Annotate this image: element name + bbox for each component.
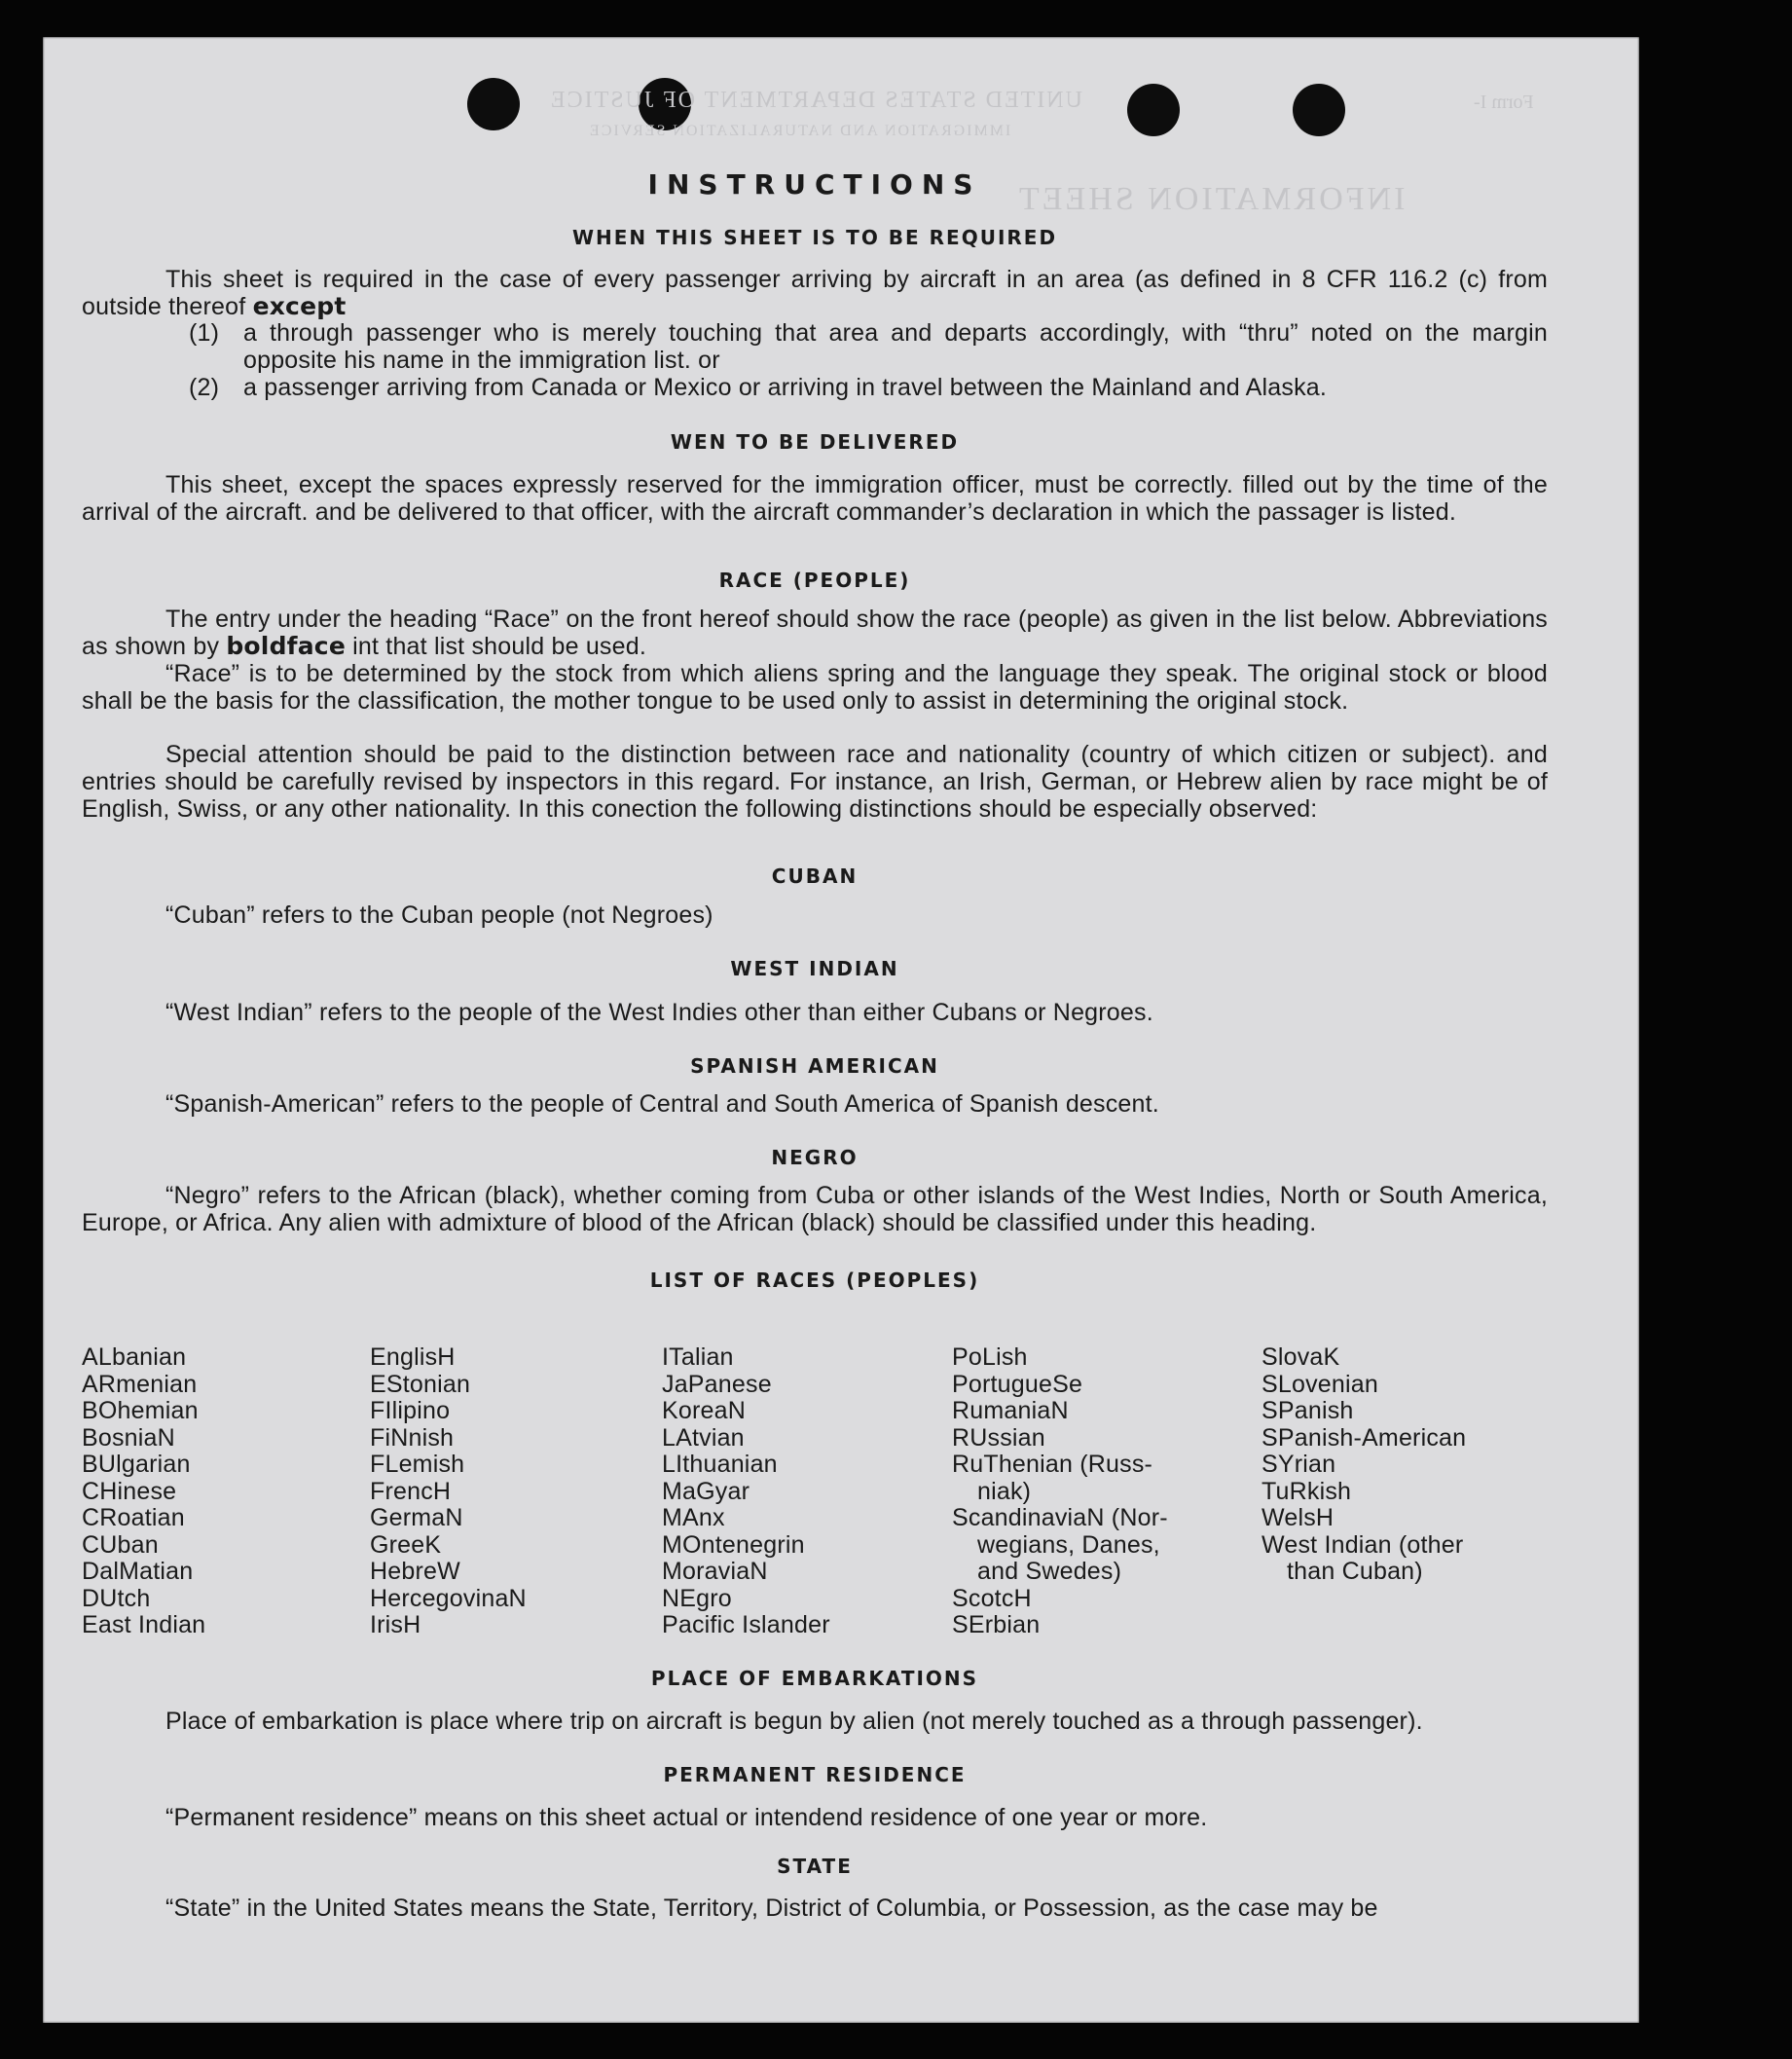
- race-item: FLemish: [370, 1451, 465, 1478]
- heading-required: WHEN THIS SHEET IS TO BE REQUIRED: [571, 226, 1058, 249]
- race-item: CHinese: [82, 1477, 177, 1505]
- race-item: ITalian: [662, 1343, 734, 1371]
- heading-cuban: CUBAN: [771, 864, 859, 888]
- race-item-continued: wegians, Danes,: [977, 1530, 1160, 1559]
- race-item: MaGyar: [662, 1477, 750, 1505]
- race-item: SYrian: [1262, 1451, 1336, 1478]
- para-west-indian: “West Indian” refers to the people of the West Indies other than either Cubans or Negroes.: [165, 999, 1153, 1026]
- race-item: EnglisH: [370, 1343, 456, 1371]
- race-item: KoreaN: [662, 1397, 746, 1424]
- para-negro: “Negro” refers to the African (black), whether coming from Cuba or other islands of the West Indies, North or South America, Europe, or Africa. Any alien with admixture of blood of the African (black) should be classified under this heading.: [82, 1182, 1548, 1236]
- bleed-form-number: Form I-: [1474, 92, 1534, 113]
- race-item: TuRkish: [1262, 1477, 1352, 1505]
- para-race-2: “Race” is to be determined by the stock from which aliens spring and the language they speak. The original stock or blood shall be the basis for the classification, the mother tongue to be used only to assist in determining the original stock.: [82, 660, 1548, 715]
- para-state: “State” in the United States means the State, Territory, District of Columbia, or Possession, as the case may be: [165, 1894, 1378, 1922]
- race-item: FiNnish: [370, 1423, 455, 1452]
- race-item-continued: and Swedes): [977, 1558, 1122, 1585]
- race-item: BosniaN: [82, 1423, 175, 1452]
- race-item: PoLish: [952, 1343, 1028, 1371]
- race-item: CRoatian: [82, 1504, 185, 1531]
- heading-negro: NEGRO: [771, 1146, 859, 1169]
- bleed-info-sheet: INFORMATION SHEET: [1016, 181, 1406, 217]
- heading-spanish-american: SPANISH AMERICAN: [690, 1054, 939, 1078]
- race-item: EStonian: [370, 1370, 471, 1398]
- race-item: JaPanese: [662, 1370, 772, 1398]
- race-item: FrencH: [370, 1477, 452, 1505]
- para-delivered: This sheet, except the spaces expressly reserved for the immigration officer, must be correctly. filled out by the time of the arrival of the aircraft. and be delivered to that officer, with the aircraft commander’s declaration in which the passager is listed.: [82, 471, 1548, 526]
- heading-race: RACE (PEOPLE): [718, 569, 911, 592]
- race-item: RUssian: [952, 1423, 1045, 1452]
- race-item: SPanish: [1262, 1397, 1354, 1424]
- race-item: DalMatian: [82, 1558, 194, 1585]
- punch-hole-3: [1127, 84, 1180, 136]
- race-item: SlovaK: [1262, 1343, 1340, 1371]
- para-race-1-bold: boldface: [226, 632, 346, 660]
- bleed-heading: UNITED STATES DEPARTMENT OF JUSTICE: [549, 88, 1083, 113]
- para-embarkation: Place of embarkation is place where trip on aircraft is begun by alien (not merely touched as a through passenger).: [165, 1708, 1423, 1735]
- para-spanish-american: “Spanish-American” refers to the people of Central and South America of Spanish descent.: [165, 1090, 1159, 1118]
- race-item: GreeK: [370, 1530, 442, 1559]
- race-item: West Indian (other: [1262, 1530, 1464, 1559]
- race-item: BOhemian: [82, 1397, 199, 1424]
- bleed-subheading: IMMIGRATION AND NATURALIZATION SERVICE: [588, 123, 1011, 139]
- heading-list-of-races: LIST OF RACES (PEOPLES): [649, 1268, 980, 1292]
- race-item: BUlgarian: [82, 1451, 191, 1478]
- punch-hole-1: [467, 78, 520, 130]
- heading-residence: PERMANENT RESIDENCE: [663, 1763, 967, 1786]
- race-item: WelsH: [1262, 1504, 1335, 1531]
- para-race-1-end: int that list should be used.: [352, 633, 646, 660]
- para-race-1-text: The entry under the heading “Race” on the front hereof should show the race (people) as given in the list below. Abbreviations as shown by: [82, 606, 1548, 660]
- race-item: Pacific Islander: [662, 1611, 830, 1638]
- race-item: DUtch: [82, 1584, 151, 1612]
- races-column-3: [662, 1343, 830, 1638]
- race-item: MOntenegrin: [662, 1530, 805, 1559]
- para-race-1: [82, 606, 1548, 660]
- heading-delivered: WEN TO BE DELIVERED: [670, 430, 960, 454]
- races-column-1: [82, 1343, 205, 1638]
- para-residence: “Permanent residence” means on this sheet actual or intendend residence of one year or more.: [165, 1804, 1208, 1831]
- race-item-continued: niak): [977, 1477, 1032, 1505]
- para-required-bold: except: [252, 292, 347, 320]
- para-required: [82, 266, 1548, 320]
- list-item-2-text: a passenger arriving from Canada or Mexico or arriving in travel between the Mainland and Alaska.: [243, 374, 1328, 401]
- race-item: SErbian: [952, 1611, 1041, 1638]
- race-item: LIthuanian: [662, 1451, 778, 1478]
- race-item: East Indian: [82, 1611, 206, 1638]
- races-column-2: [370, 1343, 527, 1638]
- race-item: ARmenian: [82, 1370, 198, 1398]
- race-item: FIlipino: [370, 1397, 451, 1424]
- race-item: RumaniaN: [952, 1397, 1069, 1424]
- page-title: INSTRUCTIONS: [647, 168, 982, 201]
- punch-hole-4: [1293, 84, 1345, 136]
- list-item-1-number: (1): [189, 319, 220, 347]
- race-item: CUban: [82, 1530, 159, 1559]
- race-item: IrisH: [370, 1611, 421, 1638]
- race-item: ScandinaviaN (Nor-: [952, 1504, 1168, 1531]
- race-item: MAnx: [662, 1504, 725, 1531]
- race-item: RuThenian (Russ-: [952, 1451, 1153, 1478]
- race-item: SLovenian: [1262, 1370, 1378, 1398]
- document-page: [43, 37, 1639, 2023]
- race-item: HebreW: [370, 1558, 460, 1585]
- heading-state: STATE: [777, 1855, 853, 1878]
- race-item: HercegovinaN: [370, 1584, 527, 1612]
- heading-embarkation: PLACE OF EMBARKATIONS: [650, 1667, 979, 1690]
- para-required-text: This sheet is required in the case of every passenger arriving by aircraft in an area (as defined in 8 CFR 116.2 (c) from outside thereof: [82, 266, 1548, 320]
- race-item: GermaN: [370, 1504, 463, 1531]
- races-column-5: [1262, 1343, 1466, 1585]
- race-item: LAtvian: [662, 1423, 745, 1452]
- race-item: MoraviaN: [662, 1558, 768, 1585]
- race-item-continued: than Cuban): [1287, 1558, 1423, 1585]
- para-race-3: Special attention should be paid to the distinction between race and nationality (country of which citizen or subject). and entries should be carefully revised by inspectors in this regard. For instance, an Irish, German, or Hebrew alien by race might be of English, Swiss, or any other nationality. In this conection the following distinctions should be especially observed:: [82, 741, 1548, 823]
- list-item-2-number: (2): [189, 374, 220, 401]
- para-cuban: “Cuban” refers to the Cuban people (not Negroes): [165, 901, 713, 929]
- race-item: NEgro: [662, 1584, 732, 1612]
- race-item: SPanish-American: [1262, 1423, 1467, 1452]
- race-item: ALbanian: [82, 1343, 187, 1371]
- heading-west-indian: WEST INDIAN: [730, 957, 899, 980]
- races-column-4: [952, 1343, 1168, 1638]
- race-item: PortugueSe: [952, 1370, 1083, 1398]
- race-item: ScotcH: [952, 1584, 1032, 1612]
- list-item-1-text: a through passenger who is merely touching that area and departs accordingly, with “thru” noted on the margin opposite his name in the immigration list. or: [243, 319, 1548, 374]
